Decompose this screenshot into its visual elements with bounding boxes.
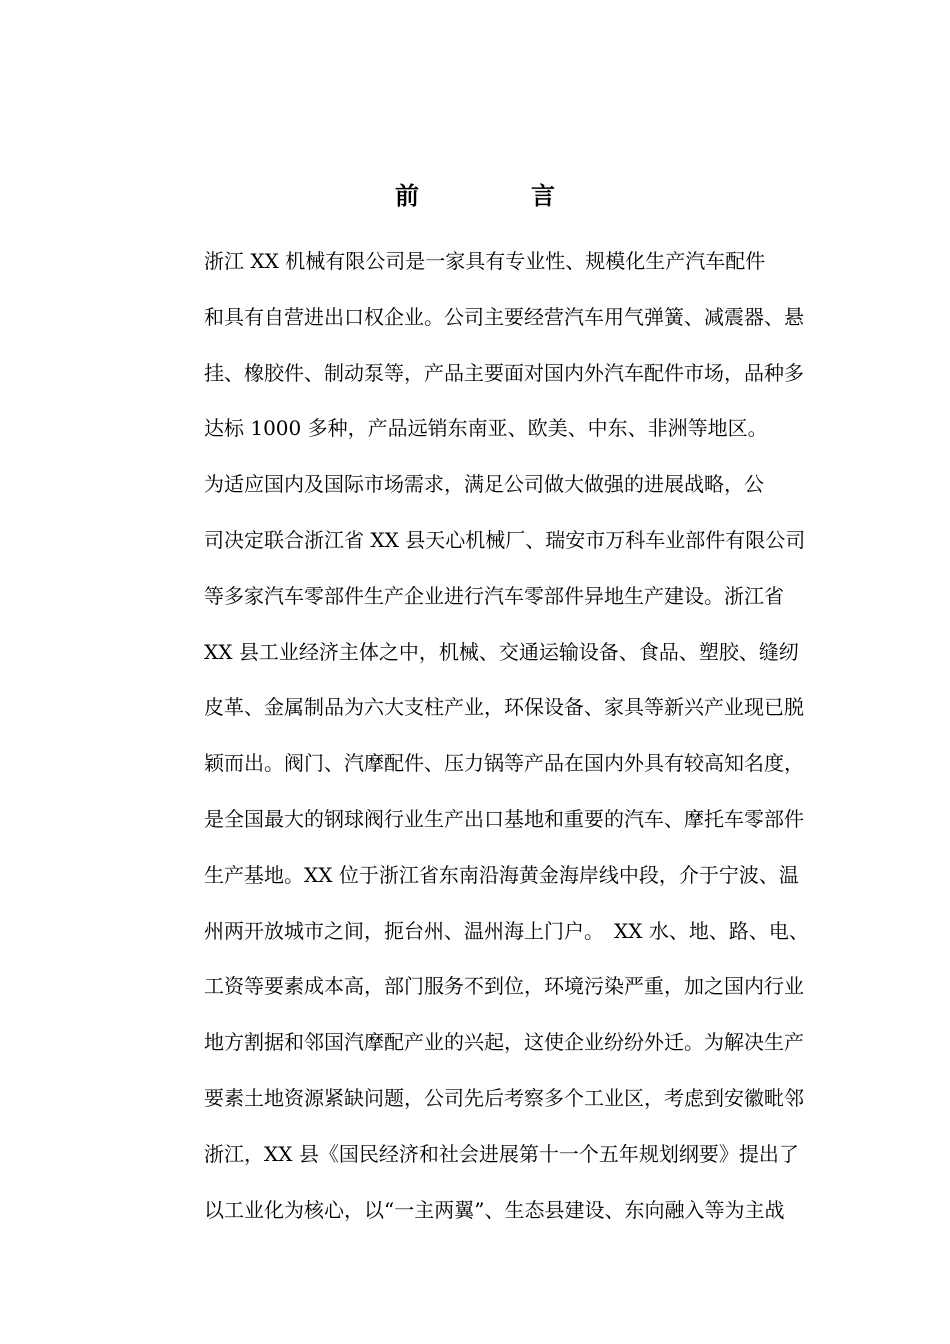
text-line: 要素土地资源紧缺问题，公司先后考察多个工业区，考虑到安徽毗邻	[204, 1085, 804, 1110]
page-title: 前 言	[395, 181, 599, 211]
text-line: 浙江，XX 县《国民经济和社会进展第十一个五年规划纲要》提出了	[204, 1141, 799, 1166]
text-line: 等多家汽车零部件生产企业进行汽车零部件异地生产建设。浙江省	[204, 583, 784, 608]
text-line: 浙江 XX 机械有限公司是一家具有专业性、规模化生产汽车配件	[204, 249, 766, 273]
text-line: 以工业化为核心，以“一主两翼”、生态县建设、东向融入等为主战	[204, 1197, 785, 1222]
document-body	[160, 234, 838, 1238]
text-line: 皮革、金属制品为六大支柱产业，环保设备、家具等新兴产业现已脱	[204, 695, 804, 720]
text-line: 颖而出。阀门、汽摩配件、压力锅等产品在国内外具有较高知名度，	[204, 751, 804, 776]
text-line: 挂、橡胶件、制动泵等，产品主要面对国内外汽车配件市场，品种多	[204, 360, 804, 385]
text-line: 和具有自营进出口权企业。公司主要经营汽车用气弹簧、减震器、悬	[204, 304, 804, 329]
text-line: 生产基地。XX 位于浙江省东南沿海黄金海岸线中段，介于宁波、温	[204, 862, 799, 887]
text-line: 司决定联合浙江省 XX 县天心机械厂、瑞安市万科车业部件有限公司	[204, 527, 806, 552]
text-line: XX 县工业经济主体之中，机械、交通运输设备、食品、塑胶、缝纫	[204, 639, 799, 664]
paragraph-company-intro	[160, 234, 838, 457]
text-line: 地方割据和邻国汽摩配产业的兴起，这使企业纷纷外迁。为解决生产	[204, 1030, 804, 1055]
paragraph-strategy	[160, 457, 838, 1238]
text-line: 工资等要素成本高，部门服务不到位，环境污染严重，加之国内行业	[204, 974, 804, 999]
text-line: 州两开放城市之间，扼台州、温州海上门户。 XX 水、地、路、电、	[204, 918, 809, 943]
text-line: 达标 1000 多种，产品远销东南亚、欧美、中东、非洲等地区。	[204, 416, 768, 441]
text-line: 是全国最大的钢球阀行业生产出口基地和重要的汽车、摩托车零部件	[204, 806, 804, 831]
text-line: 为适应国内及国际市场需求，满足公司做大做强的进展战略，公	[204, 472, 764, 497]
